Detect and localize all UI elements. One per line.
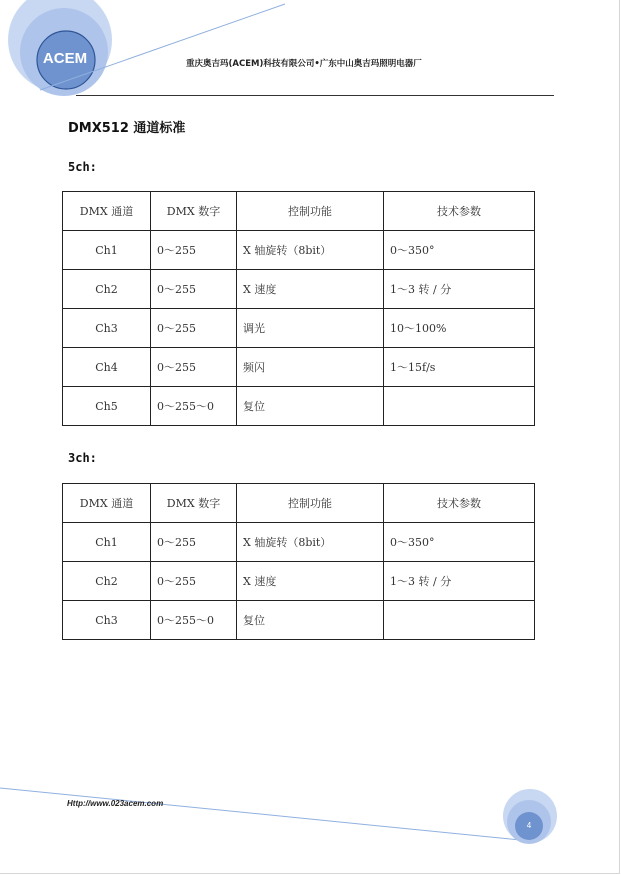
table-row (63, 309, 535, 348)
table-cell: Ch5 (63, 387, 151, 426)
table-header-row (63, 484, 535, 523)
section-heading-5ch: 5ch: (68, 160, 97, 174)
header-divider (76, 95, 554, 96)
table-row (63, 562, 535, 601)
table-row (63, 348, 535, 387)
table-cell: 10～100% (384, 309, 535, 348)
table-cell: 1～3 转 / 分 (384, 562, 535, 601)
table-row (63, 270, 535, 309)
table-cell: 1～15f/s (384, 348, 535, 387)
page-number: 4 (526, 821, 532, 830)
table-cell: 1～3 转 / 分 (384, 270, 535, 309)
table-row (63, 231, 535, 270)
table-cell: 频闪 (237, 348, 384, 387)
table-cell: X 速度 (237, 562, 384, 601)
table-cell: X 速度 (237, 270, 384, 309)
table-cell: 复位 (237, 601, 384, 640)
logo-graphic (8, 0, 112, 96)
column-header: DMX 数字 (151, 484, 237, 523)
page-number-badge (503, 789, 557, 844)
table-cell: X 轴旋转（8bit） (237, 523, 384, 562)
table-cell: 0～255～0 (151, 387, 237, 426)
column-header: 技术参数 (384, 484, 535, 523)
company-header: 重庆奥吉玛(ACEM)科技有限公司•广东中山奥吉玛照明电器厂 (186, 59, 422, 69)
column-header: 控制功能 (237, 192, 384, 231)
table-cell: 0～255 (151, 562, 237, 601)
column-header: 技术参数 (384, 192, 535, 231)
table-cell: Ch4 (63, 348, 151, 387)
table-cell: Ch1 (63, 523, 151, 562)
table-cell: 0～255 (151, 523, 237, 562)
table-cell: 复位 (237, 387, 384, 426)
channel-table-3ch (62, 483, 535, 640)
channel-table-5ch (62, 191, 535, 426)
column-header: DMX 通道 (63, 484, 151, 523)
table-cell: Ch2 (63, 270, 151, 309)
column-header: 控制功能 (237, 484, 384, 523)
table-cell: 0～255～0 (151, 601, 237, 640)
table-row (63, 387, 535, 426)
column-header: DMX 数字 (151, 192, 237, 231)
footer-accent-line (0, 788, 520, 840)
table-cell: 0～255 (151, 309, 237, 348)
document-title: DMX512 通道标准 (68, 121, 186, 136)
column-header: DMX 通道 (63, 192, 151, 231)
table-cell: 0～350° (384, 231, 535, 270)
table-header-row (63, 192, 535, 231)
table-cell: 0～255 (151, 348, 237, 387)
table-cell: Ch3 (63, 309, 151, 348)
table-row (63, 601, 535, 640)
table-cell: 调光 (237, 309, 384, 348)
logo-text: ACEM (42, 50, 88, 67)
table-cell: X 轴旋转（8bit） (237, 231, 384, 270)
table-cell (384, 601, 535, 640)
table-cell: Ch2 (63, 562, 151, 601)
table-cell: 0～255 (151, 270, 237, 309)
table-cell (384, 387, 535, 426)
table-cell: Ch3 (63, 601, 151, 640)
section-heading-3ch: 3ch: (68, 451, 97, 465)
footer-url: Http://www.023acem.com (67, 799, 164, 808)
table-cell: 0～255 (151, 231, 237, 270)
table-cell: Ch1 (63, 231, 151, 270)
table-row (63, 523, 535, 562)
table-cell: 0～350° (384, 523, 535, 562)
